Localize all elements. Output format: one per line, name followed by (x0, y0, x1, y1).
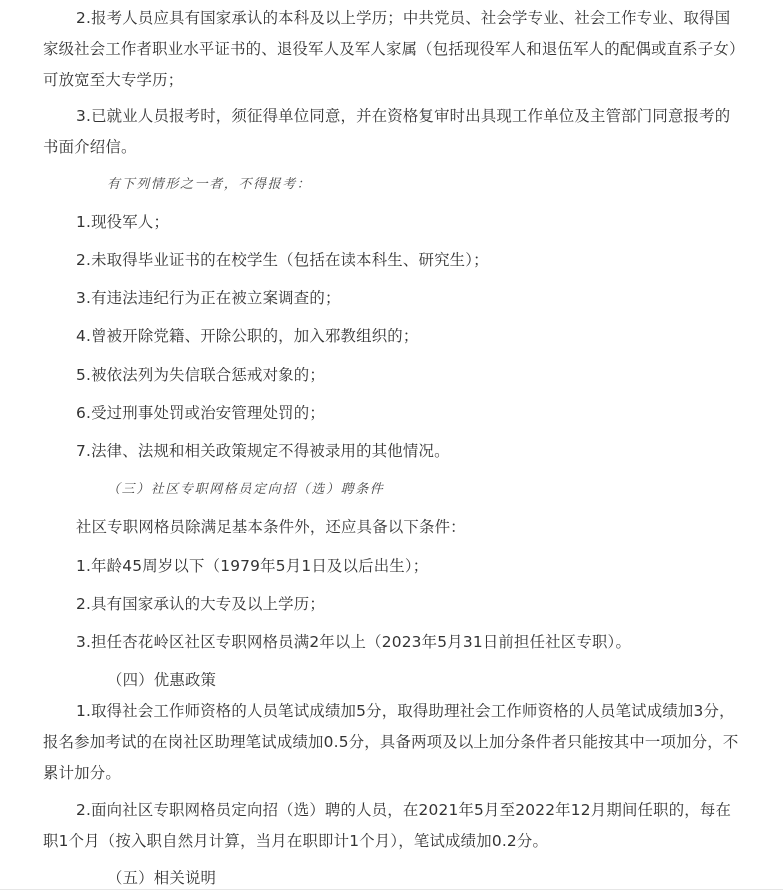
exclusion-item: 3.有违法违纪行为正在被立案调查的； (76, 289, 341, 307)
exclusion-item: 5.被依法列为失信联合惩戒对象的； (76, 366, 325, 384)
section4-heading: （四）优惠政策 (107, 671, 217, 689)
section3-intro: 社区专职网格员除满足基本条件外，还应具备以下条件： (76, 518, 466, 536)
policy-item-2: 2.面向社区专职网格员定向招（选）聘的人员，在2021年5月至2022年12月期间任职的，每在职1个月（按入职自然月计算，当月在职即计1个月），笔试成绩加0.2分。 (43, 801, 732, 850)
section3-item: 3.担任杏花岭区社区专职网格员满2年以上（2023年5月31日前担任社区专职）。 (76, 633, 632, 651)
exclusion-item: 2.未取得毕业证书的在校学生（包括在读本科生、研究生）； (76, 251, 489, 269)
exclusion-item: 4.曾被开除党籍、开除公职的，加入邪教组织的； (76, 327, 419, 345)
employed-requirement: 3.已就业人员报考时，须征得单位同意，并在资格复审时出具现工作单位及主管部门同意报考的书面介绍信。 (43, 107, 731, 156)
education-requirement: 2.报考人员应具有国家承认的本科及以上学历；中共党员、社会学专业、社会工作专业、取得国家级社会工作者职业水平证书的、退役军人及军人家属（包括现役军人和退伍军人的配偶或直系子女）可放宽至大专学历； (43, 9, 737, 89)
section3-item: 1.年龄45周岁以下（1979年5月1日及以后出生）； (76, 557, 429, 575)
exclusion-item: 1.现役军人； (76, 213, 170, 231)
policy-item-1: 1.取得社会工作师资格的人员笔试成绩加5分，取得助理社会工作师资格的人员笔试成绩加3分，报名参加考试的在岗社区助理笔试成绩加0.5分，具备两项及以上加分条件者只能按其中一项加分，不累计加分。 (43, 702, 739, 782)
exclusion-item: 6.受过刑事处罚或治安管理处罚的； (76, 404, 325, 422)
section3-item: 2.具有国家承认的大专及以上学历； (76, 595, 325, 613)
section3-heading: （三）社区专职网格员定向招（选）聘条件 (107, 482, 385, 497)
bottom-divider (0, 889, 783, 890)
exclusion-item: 7.法律、法规和相关政策规定不得被录用的其他情况。 (76, 442, 450, 460)
section5-heading: （五）相关说明 (107, 869, 217, 887)
exclusion-intro: 有下列情形之一者，不得报考： (107, 177, 312, 192)
